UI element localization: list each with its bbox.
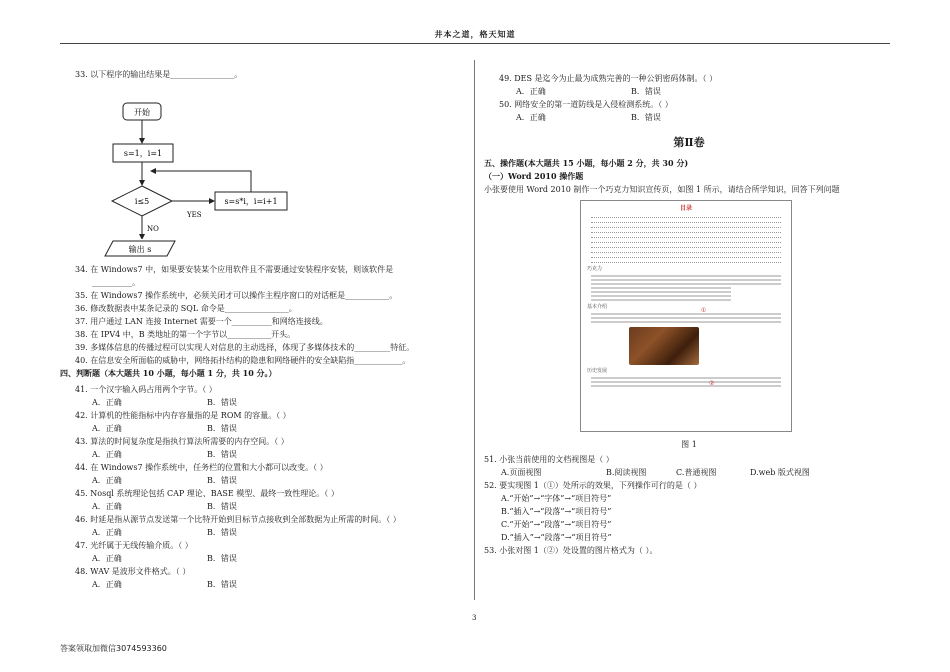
page-header: 井本之道，格天知道 bbox=[60, 28, 890, 44]
option-a: A．正确 bbox=[92, 424, 122, 433]
figure-marker-1: ① bbox=[701, 307, 707, 314]
question-53: 53. 小张对图 1（②）处设置的图片格式为（ ）。 bbox=[484, 546, 658, 555]
figure-section-a: 巧克力 bbox=[587, 266, 603, 272]
option-b: B．错误 bbox=[207, 528, 237, 537]
column-divider bbox=[474, 60, 475, 600]
flowchart-svg bbox=[75, 81, 467, 239]
option-b: B．错误 bbox=[207, 580, 237, 589]
question-44: 44. 在 Windows7 操作系统中，任务栏的位置和大小都可以改变。（ ） bbox=[75, 463, 328, 472]
question-43: 43. 算法的时间复杂度是指执行算法所需要的内存空间。（ ） bbox=[75, 437, 289, 446]
operation-intro: 小张要使用 Word 2010 制作一个巧克力知识宣传页，如图 1 所示，请结合所学知识，回答下列问题 bbox=[484, 185, 840, 194]
tf-list-left bbox=[75, 383, 467, 591]
question-36: 36. 修改数据表中某条记录的 SQL 命令是________________。 bbox=[75, 304, 297, 313]
flow-output-svg bbox=[75, 239, 195, 259]
option-52-c: C.“开始”→“段落”→“项目符号” bbox=[501, 520, 612, 529]
flowchart bbox=[75, 81, 467, 239]
question-50: 50. 网络安全的第一道防线是入侵检测系统。（ ） bbox=[499, 100, 673, 109]
figure-1 bbox=[580, 200, 792, 432]
question-38: 38. 在 IPV4 中，B 类地址的第一个字节以___________开头。 bbox=[75, 330, 296, 339]
option-d: D.web 版式视图 bbox=[750, 468, 810, 477]
question-52: 52. 要实现图 1（①）处所示的效果，下列操作可行的是（ ） bbox=[484, 481, 702, 490]
figure-toc-title: 目录 bbox=[679, 205, 692, 212]
question-46: 46. 时延是指从源节点发送第一个比特开始到目标节点接收到全部数据为止所需的时间。（ ） bbox=[75, 515, 401, 524]
options-51 bbox=[484, 466, 894, 479]
option-52-b: B.“插入”→“段落”→“项目符号” bbox=[501, 507, 612, 516]
option-a: A．正确 bbox=[516, 87, 546, 96]
options-45 bbox=[75, 500, 467, 513]
flow-start-text: 开始 bbox=[134, 108, 150, 117]
options-41 bbox=[75, 396, 467, 409]
options-42 bbox=[75, 422, 467, 435]
option-c: C.普通视图 bbox=[676, 468, 717, 477]
options-46 bbox=[75, 526, 467, 539]
left-column bbox=[60, 68, 467, 591]
option-a: A．正确 bbox=[92, 502, 122, 511]
question-35: 35. 在 Windows7 操作系统中，必须关闭才可以操作主程序窗口的对话框是___________。 bbox=[75, 291, 398, 300]
question-42: 42. 计算机的性能指标中内存容量指的是 ROM 的容量。（ ） bbox=[75, 411, 291, 420]
page-number: 3 bbox=[472, 614, 477, 622]
question-37: 37. 用户通过 LAN 连接 Internet 需要一个__________和网络连接线。 bbox=[75, 317, 328, 326]
option-b: B．错误 bbox=[631, 113, 661, 122]
options-44 bbox=[75, 474, 467, 487]
flow-output-wrap bbox=[75, 239, 467, 259]
flow-init-text: s=1，i=1 bbox=[123, 149, 163, 158]
question-34-blank: __________。 bbox=[92, 278, 140, 287]
option-b: B．错误 bbox=[207, 554, 237, 563]
options-43 bbox=[75, 448, 467, 461]
figure-section-b: 基本介绍 bbox=[587, 304, 608, 310]
question-40: 40. 在信息安全所面临的威胁中，网络拓扑结构的隐患和网络硬件的安全缺陷指____________。 bbox=[75, 356, 411, 365]
question-41: 41. 一个汉字输入码占用两个字节。（ ） bbox=[75, 385, 217, 394]
option-a: A．正确 bbox=[92, 528, 122, 537]
option-a: A．正确 bbox=[92, 554, 122, 563]
footer-note: 答案领取加微信3074593360 bbox=[60, 644, 167, 653]
section-4-title: 四、判断题（本大题共 10 小题，每小题 1 分，共 10 分。） bbox=[60, 368, 277, 378]
figure-marker-2: ② bbox=[709, 380, 715, 387]
figure-caption: 图 1 bbox=[681, 440, 697, 449]
option-a: A．正确 bbox=[92, 476, 122, 485]
option-a: A.页面视图 bbox=[501, 468, 542, 477]
option-b: B．错误 bbox=[207, 450, 237, 459]
option-b: B．错误 bbox=[631, 87, 661, 96]
option-52-d: D.“插入”→“段落”→“项目符号” bbox=[501, 533, 612, 542]
question-34: 34. 在 Windows7 中，如果要安装某个应用软件且不需要通过安装程序安装，则该软件是 bbox=[75, 265, 394, 274]
options-50 bbox=[484, 111, 894, 124]
question-49: 49. DES 是迄今为止最为成熟完善的一种公钥密码体制。（ ） bbox=[499, 74, 718, 83]
option-b: B．错误 bbox=[207, 502, 237, 511]
option-a: A．正确 bbox=[92, 450, 122, 459]
option-a: A．正确 bbox=[92, 580, 122, 589]
question-47: 47. 光纤属于无线传输介质。（ ） bbox=[75, 541, 193, 550]
flow-no-label: NO bbox=[147, 225, 159, 233]
question-39: 39. 多媒体信息的传播过程可以实现人对信息的主动选择，体现了多媒体技术的_________特征。 bbox=[75, 343, 415, 352]
figure-section-c: 历史发展 bbox=[587, 368, 608, 374]
question-51: 51. 小张当前使用的文档视图是（ ） bbox=[484, 455, 614, 464]
options-49 bbox=[484, 85, 894, 98]
options-48 bbox=[75, 578, 467, 591]
question-33: 33. 以下程序的输出结果是________________。 bbox=[75, 70, 243, 79]
options-47 bbox=[75, 552, 467, 565]
option-b: B．错误 bbox=[207, 398, 237, 407]
flow-output-text: 输出 s bbox=[128, 245, 152, 254]
option-b: B．错误 bbox=[207, 424, 237, 433]
option-b: B．错误 bbox=[207, 476, 237, 485]
part-2-title: 第Ⅱ卷 bbox=[673, 136, 705, 149]
question-45: 45. Nosql 系统理论包括 CAP 理论、BASE 模型、最终一致性理论。（ ） bbox=[75, 489, 339, 498]
flow-cond-text: i≤5 bbox=[134, 197, 150, 206]
option-a: A．正确 bbox=[516, 113, 546, 122]
right-column bbox=[484, 72, 894, 557]
option-b: B.阅读视图 bbox=[606, 468, 647, 477]
option-a: A．正确 bbox=[92, 398, 122, 407]
flow-body-text: s=s*i，i=i+1 bbox=[224, 197, 278, 206]
section-5-title: 五、操作题(本大题共 15 小题，每小题 2 分，共 30 分) bbox=[484, 158, 689, 168]
flow-yes-label: YES bbox=[187, 211, 202, 219]
subsection-word-title: （一）Word 2010 操作题 bbox=[484, 171, 584, 181]
option-52-a: A.“开始”→“字体”→“项目符号” bbox=[501, 494, 612, 503]
chocolate-photo bbox=[629, 327, 699, 365]
question-48: 48. WAV 是波形文件格式。（ ） bbox=[75, 567, 191, 576]
